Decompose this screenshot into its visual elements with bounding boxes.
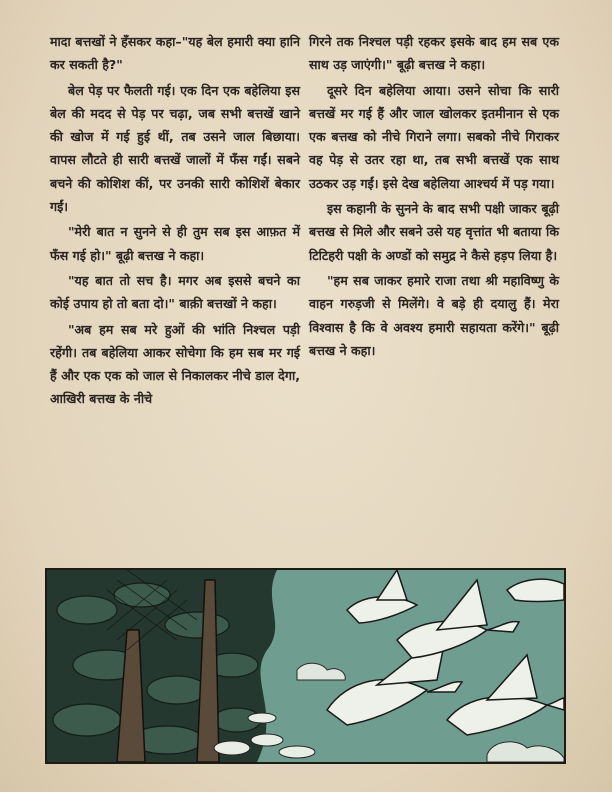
paragraph: "हम सब जाकर हमारे राजा तथा श्री महाविष्णु के वाहन गरुड़जी से मिलेंगे। वे बड़े ही दयालु हैं। मेरा विश्वास है कि वे अवश्य हमारी सहायता करेंगे।" बूढ़ी बत्तख ने कहा। [309,272,559,358]
paragraph: "अब हम सब मरे हुओं की भांति निश्चल पड़ी रहेंगी। तब बहेलिया आकर सोचेगा कि हम सब मर गई हैं और एक एक को जाल से निकालकर नीचे डाल देगा, आखिरी बत्तख के नीचे [50,321,300,407]
paragraph: दूसरे दिन बहेलिया आया। उसने सोचा कि सारी बत्तखें मर गई हैं और जाल खोलकर इतमीनान से एक एक बत्तख को नीचे गिराने लगा। सबको नीचे गिराकर वह पेड़ से उतर रहा था, तब सभी बत्तखें एक साथ उठकर उड़ गईं। इसे देख बहेलिया आश्चर्य में पड़ गया। [309,82,559,191]
paragraph: बेल पेड़ पर फैलती गई। एक दिन एक बहेलिया इस बेल की मदद से पेड़ पर चढ़ा, जब सभी बत्तखें खाने की खोज में गई हुई थीं, तब उसने जाल बिछाया। वापस लौटते ही सारी बत्तखें जालों में फँस गईं। सबने बचने की कोशिश कीं, पर उनकी सारी कोशिशें बेकार गईं। [50,82,300,215]
paragraph: मादा बत्तखों ने हँसकर कहा–"यह बेल हमारी क्या हानि कर सकती है?" [50,34,300,73]
flying-geese-forest-illustration [45,568,566,764]
left-text-column [50,30,300,411]
paragraph: "यह बात तो सच है। मगर अब इससे बचने का कोई उपाय हो तो बता दो।" बाक़ी बत्तखों ने कहा। [50,272,300,312]
right-text-column [309,30,559,362]
paragraph: "मेरी बात न सुनने से ही तुम सब इस आफ़त में फँस गई हो।" बूढ़ी बत्तख ने कहा। [50,224,300,263]
paragraph: गिरने तक निश्चल पड़ी रहकर इसके बाद हम सब एक साथ उड़ जाएंगी।" बूढ़ी बत्तख ने कहा। [309,34,559,73]
paragraph: इस कहानी के सुनने के बाद सभी पक्षी जाकर बूढ़ी बत्तख से मिले और सबने उसे यह वृत्तांत भी बताया कि टिटिहरी पक्षी के अण्डों को समुद्र ने कैसे हड़प लिया है। [309,201,559,263]
